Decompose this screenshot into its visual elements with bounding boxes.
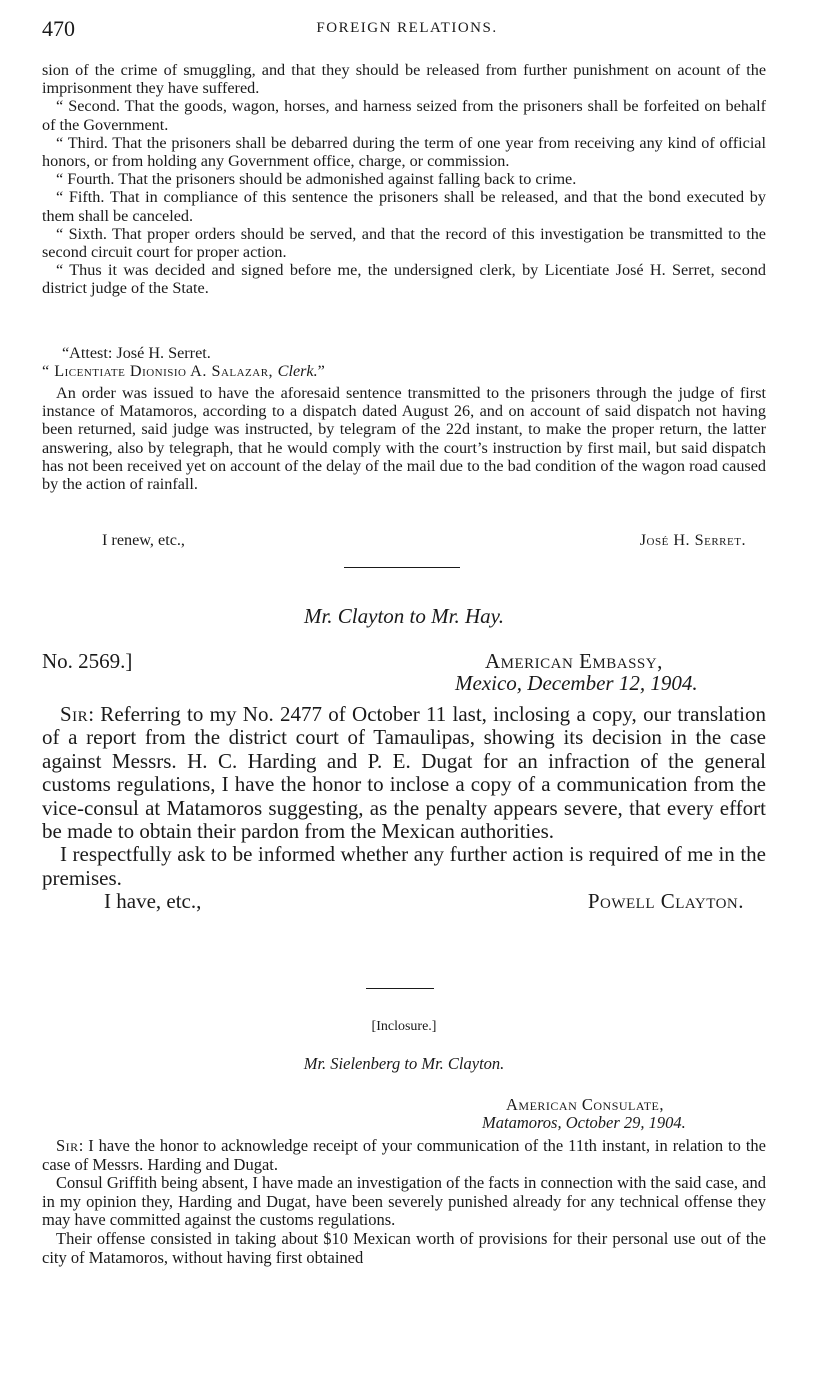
attest-line xyxy=(42,344,766,362)
paragraph: “ Sixth. That proper orders should be served, and that the record of this investigation be transmitted to the second circuit court for proper action. xyxy=(42,224,766,262)
paragraph: An order was issued to have the aforesaid sentence transmitted to the prisoners through the judge of first instance of Matamoros, according to a dispatch dated August 26, and on account of said dispatch not having been returned, said judge was instructed, by telegram of the 22d instant, to make the proper return, the latter answering, also by telegraph, that he would comply with the court’s instruction by first mail, but said dispatch has not been received yet on account of the delay of the mail due to the bad condition of the wagon road caused by the action of rainfall. xyxy=(42,384,766,494)
signature: José H. Serret. xyxy=(639,531,746,549)
order-paragraph xyxy=(42,384,766,493)
divider xyxy=(366,988,434,989)
paragraph: “ Thus it was decided and signed before me, the undersigned clerk, by Licentiate José H. Serret, second district judge of the State. xyxy=(42,261,766,298)
inclosure-heading xyxy=(42,1096,766,1134)
paragraph: “ Third. That the prisoners shall be debarred during the term of one year from receiving any kind of official honors, or from holding any Government office, charge, or commission. xyxy=(42,133,766,171)
running-head: FOREIGN RELATIONS. xyxy=(316,20,498,36)
letter-place: American Embassy, xyxy=(485,649,663,673)
salutation: Sir xyxy=(60,702,89,726)
paragraph: Consul Griffith being absent, I have made an investigation of the facts in connection with the said case, and in my opinion they, Harding and Dugat, have been severely punished already for any technical offense they may have committed against the customs regulations. xyxy=(42,1173,766,1230)
letter-heading xyxy=(42,650,766,696)
paragraph: : Referring to my No. 2477 of October 11 last, inclosing a copy, our translation of a report from the district court of Tamaulipas, showing its decision in the case against Messrs. H. C. Harding and P. E. Dugat for an infraction of the general customs regulations, I have the honor to inclose a copy of a communication from the vice-consul at Matamoros suggesting, as the penalty appears severe, that every effort be made to obtain their pardon from the Mexican authorities. xyxy=(42,702,766,844)
clerk-close: ” xyxy=(317,362,325,380)
paragraph: “ Second. That the goods, wagon, horses, and harness seized from the prisoners shall be forfeited on behalf of the Government. xyxy=(42,97,766,134)
paragraph: Their offense consisted in taking about $10 Mexican worth of provisions for their personal use out of the city of Matamoros, without having first obtained xyxy=(42,1228,766,1267)
page-number: 470 xyxy=(42,16,75,41)
clerk-title: Clerk. xyxy=(277,362,318,380)
inclosure-body xyxy=(42,1137,766,1267)
sentence-continuation xyxy=(42,61,766,298)
letter-title: Mr. Clayton to Mr. Hay. xyxy=(303,604,505,628)
letter-date: Mexico, December 12, 1904. xyxy=(455,671,698,695)
paragraph: sion of the crime of smuggling, and that they should be released from further punishment on acount of the imprisonment they have suffered. xyxy=(42,61,766,98)
letter-body xyxy=(42,703,766,914)
closing: I have, etc., xyxy=(104,889,202,914)
clerk-signature-line xyxy=(42,362,766,380)
salutation: Sir xyxy=(56,1136,79,1155)
attest: “Attest: José H. Serret. xyxy=(62,344,211,362)
closing: I renew, etc., xyxy=(102,531,185,549)
closing-line xyxy=(42,531,766,549)
page-header xyxy=(42,12,772,42)
inclosure-label: [Inclosure.] xyxy=(371,1019,437,1034)
paragraph: “ Fifth. That in compliance of this sentence the prisoners shall be released, and that the bond executed by them shall be canceled. xyxy=(42,188,766,225)
inclosure-title: Mr. Sielenberg to Mr. Clayton. xyxy=(303,1054,505,1073)
inclosure-date: Matamoros, October 29, 1904. xyxy=(482,1113,686,1132)
letter-number: No. 2569.] xyxy=(42,649,133,673)
clerk-signature: “ Licentiate Dionisio A. Salazar, xyxy=(42,362,278,380)
signature: Powell Clayton. xyxy=(587,889,744,914)
paragraph: I respectfully ask to be informed whether any further action is required of me in the premises. xyxy=(42,842,766,890)
divider xyxy=(344,567,460,568)
inclosure-place: American Consulate, xyxy=(506,1095,665,1114)
paragraph: : I have the honor to acknowledge receipt of your communication of the 11th instant, in relation to the case of Messrs. Harding and Dugat. xyxy=(42,1136,766,1174)
paragraph: “ Fourth. That the prisoners should be admonished against falling back to crime. xyxy=(56,170,577,189)
